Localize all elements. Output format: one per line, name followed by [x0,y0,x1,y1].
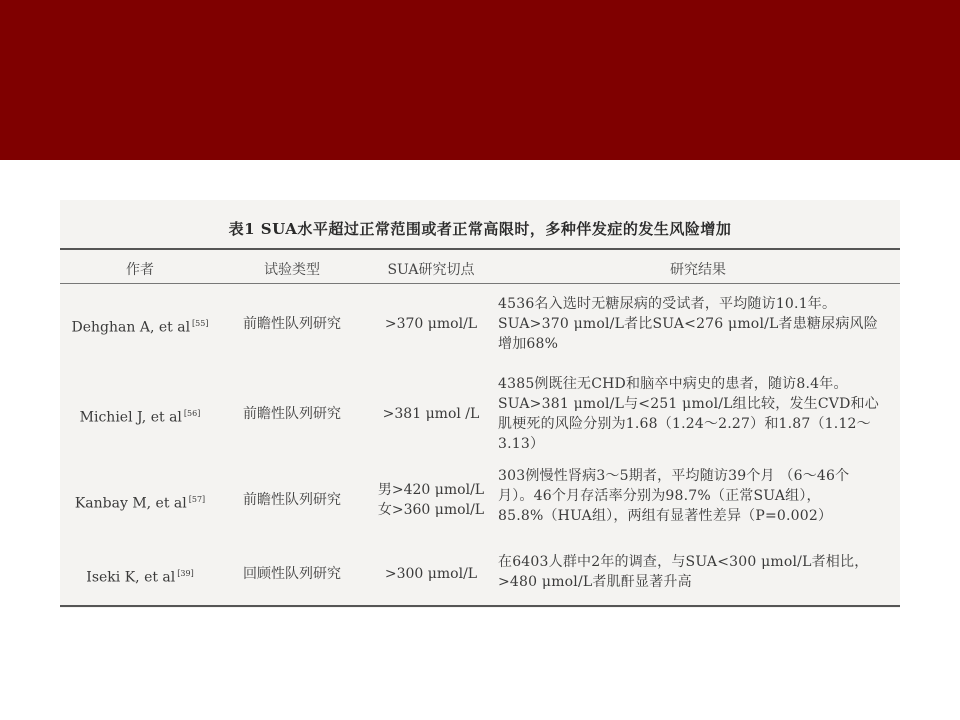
table-row [60,374,900,458]
header-author: 作者 [126,262,154,278]
table-caption: 表1 SUA水平超过正常范围或者正常高限时，多种伴发症的发生风险增加 [228,220,732,238]
cutoff-cell [366,480,496,520]
author-cell [60,314,220,338]
table-header-rule [60,283,900,284]
reference-marker: [56] [183,409,201,418]
author-name: Iseki K, et al [86,569,176,586]
author-name: Kanbay M, et al [74,495,187,512]
result-line: 3.13） [498,436,545,452]
cutoff-cell [366,564,496,584]
header-result: 研究结果 [670,262,726,278]
table-row [60,552,900,596]
cutoff-cell [366,404,496,424]
study-type-cell: 前瞻性队列研究 [243,316,341,332]
result-line: 月）。46个月存活率分别为98.7%（正常SUA组）， [498,488,821,504]
study-type-cell: 前瞻性队列研究 [243,492,341,508]
result-line: 4385例既往无CHD和脑卒中病史的患者，随访8.4年。 [498,376,848,392]
result-line: 在6403人群中2年的调查，与SUA<300 μmol/L者相比， [498,554,869,570]
reference-marker: [57] [188,495,206,504]
result-line: 肌梗死的风险分别为1.68（1.24～2.27）和1.87（1.12～ [498,416,871,432]
header-type: 试验类型 [264,262,320,278]
author-name: Michiel J, et al [79,409,182,426]
author-name: Dehghan A, et al [71,319,191,336]
header-cutoff: SUA研究切点 [387,262,475,278]
result-line: 85.8%（HUA组），两组有显著性差异（P=0.002） [498,508,833,524]
cutoff-line: 女>360 μmol/L [377,502,485,518]
result-cell [498,294,898,354]
result-line: SUA>370 μmol/L者比SUA<276 μmol/L者患糖尿病风险 [498,316,878,332]
result-cell [498,374,898,454]
study-type-cell: 前瞻性队列研究 [243,406,341,422]
result-line: 303例慢性肾病3～5期者，平均随访39个月 （6～46个 [498,468,850,484]
author-cell [60,564,220,588]
cutoff-line: 男>420 μmol/L [377,482,485,498]
result-line: >480 μmol/L者肌酐显著升高 [498,574,692,590]
study-type-cell: 回顾性队列研究 [243,566,341,582]
author-cell [60,490,220,514]
result-line: 4536名入选时无糖尿病的受试者，平均随访10.1年。 [498,296,837,312]
table-row [60,466,900,530]
table-bottom-rule [60,605,900,607]
result-cell [498,466,898,526]
cutoff-cell [366,314,496,334]
table-image [60,200,900,608]
result-line: SUA>381 μmol/L与<251 μmol/L组比较，发生CVD和心 [498,396,879,412]
reference-marker: [55] [192,319,209,328]
table-top-rule [60,248,900,250]
result-line: 增加68% [498,336,559,352]
result-cell [498,552,898,592]
reference-marker: [39] [177,569,194,578]
cutoff-line: >300 μmol/L [384,566,478,582]
title-banner [0,0,960,160]
author-cell [60,404,220,428]
table-row [60,292,900,356]
cutoff-line: >370 μmol/L [384,316,478,332]
cutoff-line: >381 μmol /L [382,406,480,422]
